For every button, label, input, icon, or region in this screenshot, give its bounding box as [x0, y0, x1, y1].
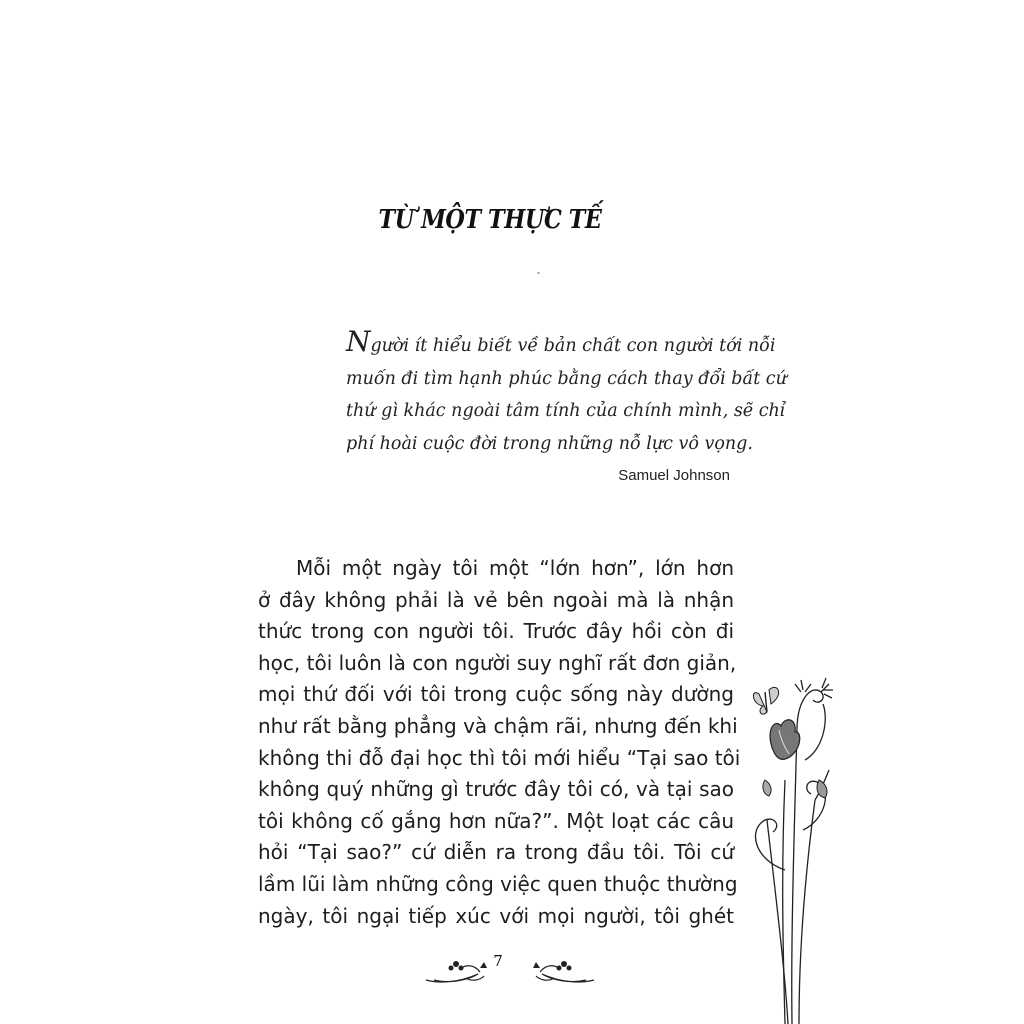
epigraph-line-2: muốn đi tìm hạnh phúc bằng cách thay đổi bất cứ	[346, 368, 787, 389]
paper-speck	[537, 272, 540, 274]
floral-flourish-icon	[420, 950, 600, 990]
epigraph-line-text: gười ít hiểu biết về bản chất con người tới nỗi	[370, 336, 776, 356]
epigraph-line-1	[346, 325, 776, 363]
body-line: Mỗi một ngày tôi một “lớn hơn”, lớn hơn	[296, 556, 734, 580]
chapter-title: TỪ MỘT THỰC TẾ	[378, 205, 602, 235]
epigraph-author: Samuel Johnson	[618, 467, 730, 484]
body-line: ngày, tôi ngại tiếp xúc với mọi người, tôi ghét	[258, 903, 734, 928]
body-line: thức trong con người tôi. Trước đây hồi còn đi	[258, 619, 734, 644]
epigraph-line-3: thứ gì khác ngoài tâm tính của chính mình, sẽ chỉ	[346, 401, 786, 421]
body-line: mọi thứ đối với tôi trong cuộc sống này dường	[258, 682, 734, 707]
epigraph-line-4: phí hoài cuộc đời trong những nỗ lực vô vọng.	[346, 433, 753, 454]
epigraph	[346, 325, 787, 460]
body-line: tôi không cố gắng hơn nữa?”. Một loạt các câu	[258, 808, 734, 833]
epigraph-dropcap: N	[346, 325, 371, 358]
body-paragraph	[258, 553, 741, 932]
body-line: học, tôi luôn là con người suy nghĩ rất đơn giản,	[258, 650, 737, 675]
body-line: lầm lũi làm những công việc quen thuộc thường	[258, 871, 738, 896]
body-line: hỏi “Tại sao?” cứ diễn ra trong đầu tôi. Tôi cứ	[258, 840, 734, 865]
body-line: ở đây không phải là vẻ bên ngoài mà là nhận	[258, 587, 734, 612]
body-line: không quý những gì trước đây tôi có, và tại sao	[258, 777, 734, 802]
flower-butterfly-illustration	[745, 670, 845, 1024]
page-number: 7	[493, 952, 503, 970]
body-line: không thi đỗ đại học thì tôi mới hiểu “Tại sao tôi	[258, 745, 741, 770]
body-line: như rất bằng phẳng và chậm rãi, nhưng đến khi	[258, 713, 738, 738]
